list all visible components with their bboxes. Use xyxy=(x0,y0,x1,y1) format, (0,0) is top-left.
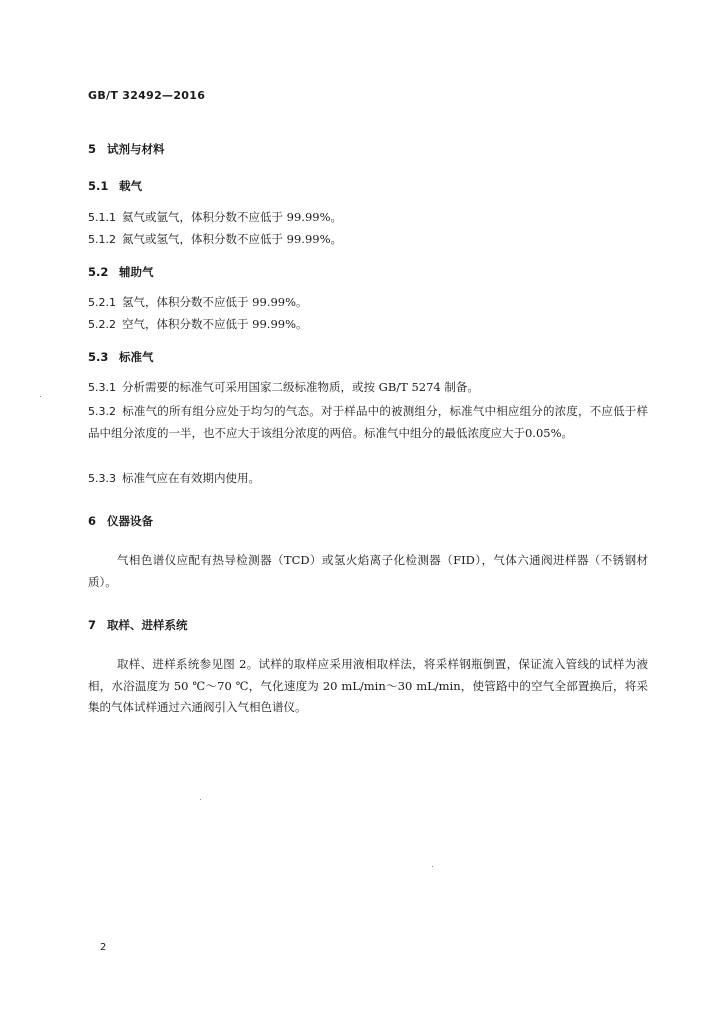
section-5-2-number: 5.2 xyxy=(88,265,109,279)
clause-text: 氮气或氢气，体积分数不应低于 99.99%。 xyxy=(122,232,343,246)
section-5-2-title: 辅助气 xyxy=(119,265,154,279)
clause-5-1-1 xyxy=(88,209,342,226)
clause-number: 5.3.2 xyxy=(88,405,116,418)
clause-number: 5.2.1 xyxy=(88,296,116,309)
section-5-1-title: 载气 xyxy=(119,179,142,193)
section-5-title: 试剂与材料 xyxy=(107,142,165,156)
clause-number: 5.2.2 xyxy=(88,318,116,331)
section-7-heading xyxy=(88,617,188,633)
section-7-number: 7 xyxy=(88,618,97,632)
scan-speck xyxy=(200,799,201,800)
standard-code-header: GB/T 32492—2016 xyxy=(88,89,206,102)
clause-5-2-1 xyxy=(88,294,308,311)
clause-text: 空气，体积分数不应低于 99.99%。 xyxy=(122,317,308,331)
section-5-number: 5 xyxy=(88,142,97,156)
section-5-3-title: 标准气 xyxy=(119,350,154,364)
clause-number: 5.3.3 xyxy=(88,472,116,485)
clause-number: 5.1.1 xyxy=(88,211,116,224)
section-5-heading xyxy=(88,141,165,157)
clause-5-3-1 xyxy=(88,379,479,396)
clause-number: 5.3.1 xyxy=(88,381,116,394)
clause-5-2-2 xyxy=(88,316,308,333)
clause-5-1-2 xyxy=(88,231,342,248)
section-5-1-heading xyxy=(88,178,142,194)
section-5-2-heading xyxy=(88,264,154,280)
clause-text: 标准气应在有效期内使用。 xyxy=(122,471,260,485)
clause-5-3-3 xyxy=(88,470,260,487)
page-number: 2 xyxy=(100,942,107,953)
section-7-title: 取样、进样系统 xyxy=(107,618,188,632)
section-6-number: 6 xyxy=(88,514,97,528)
section-7-paragraph: 取样、进样系统参见图 2。试样的取样应采用液相取样法，将采样钢瓶倒置，保证流入管线的试样为液相，水浴温度为 50 ℃～70 ℃，气化速度为 20 mL/min～30 mL/min，使管路中的空气全部置换后，将采集的气体试样通过六通阀引入气相色谱仪。 xyxy=(88,657,648,714)
section-5-3-number: 5.3 xyxy=(88,350,109,364)
clause-text: 分析需要的标准气可采用国家二级标准物质，或按 GB/T 5274 制备。 xyxy=(122,380,479,394)
scan-speck xyxy=(40,396,41,397)
section-6-heading xyxy=(88,513,153,529)
section-5-1-number: 5.1 xyxy=(88,179,109,193)
clause-text: 标准气的所有组分应处于均匀的气态。对于样品中的被测组分，标准气中相应组分的浓度，不应低于样品中组分浓度的一半，也不应大于该组分浓度的两倍。标准气中组分的最低浓度应大于0.05%。 xyxy=(88,404,648,440)
section-5-3-heading xyxy=(88,349,154,365)
section-6-title: 仪器设备 xyxy=(107,514,153,528)
clause-text: 氢气，体积分数不应低于 99.99%。 xyxy=(122,295,308,309)
scan-speck xyxy=(432,866,433,867)
clause-text: 氦气或氩气，体积分数不应低于 99.99%。 xyxy=(122,210,343,224)
section-6-paragraph: 气相色谱仪应配有热导检测器（TCD）或氢火焰离子化检测器（FID），气体六通阀进样器（不锈钢材质）。 xyxy=(88,553,648,589)
clause-5-3-2 xyxy=(88,401,648,444)
clause-number: 5.1.2 xyxy=(88,233,116,246)
